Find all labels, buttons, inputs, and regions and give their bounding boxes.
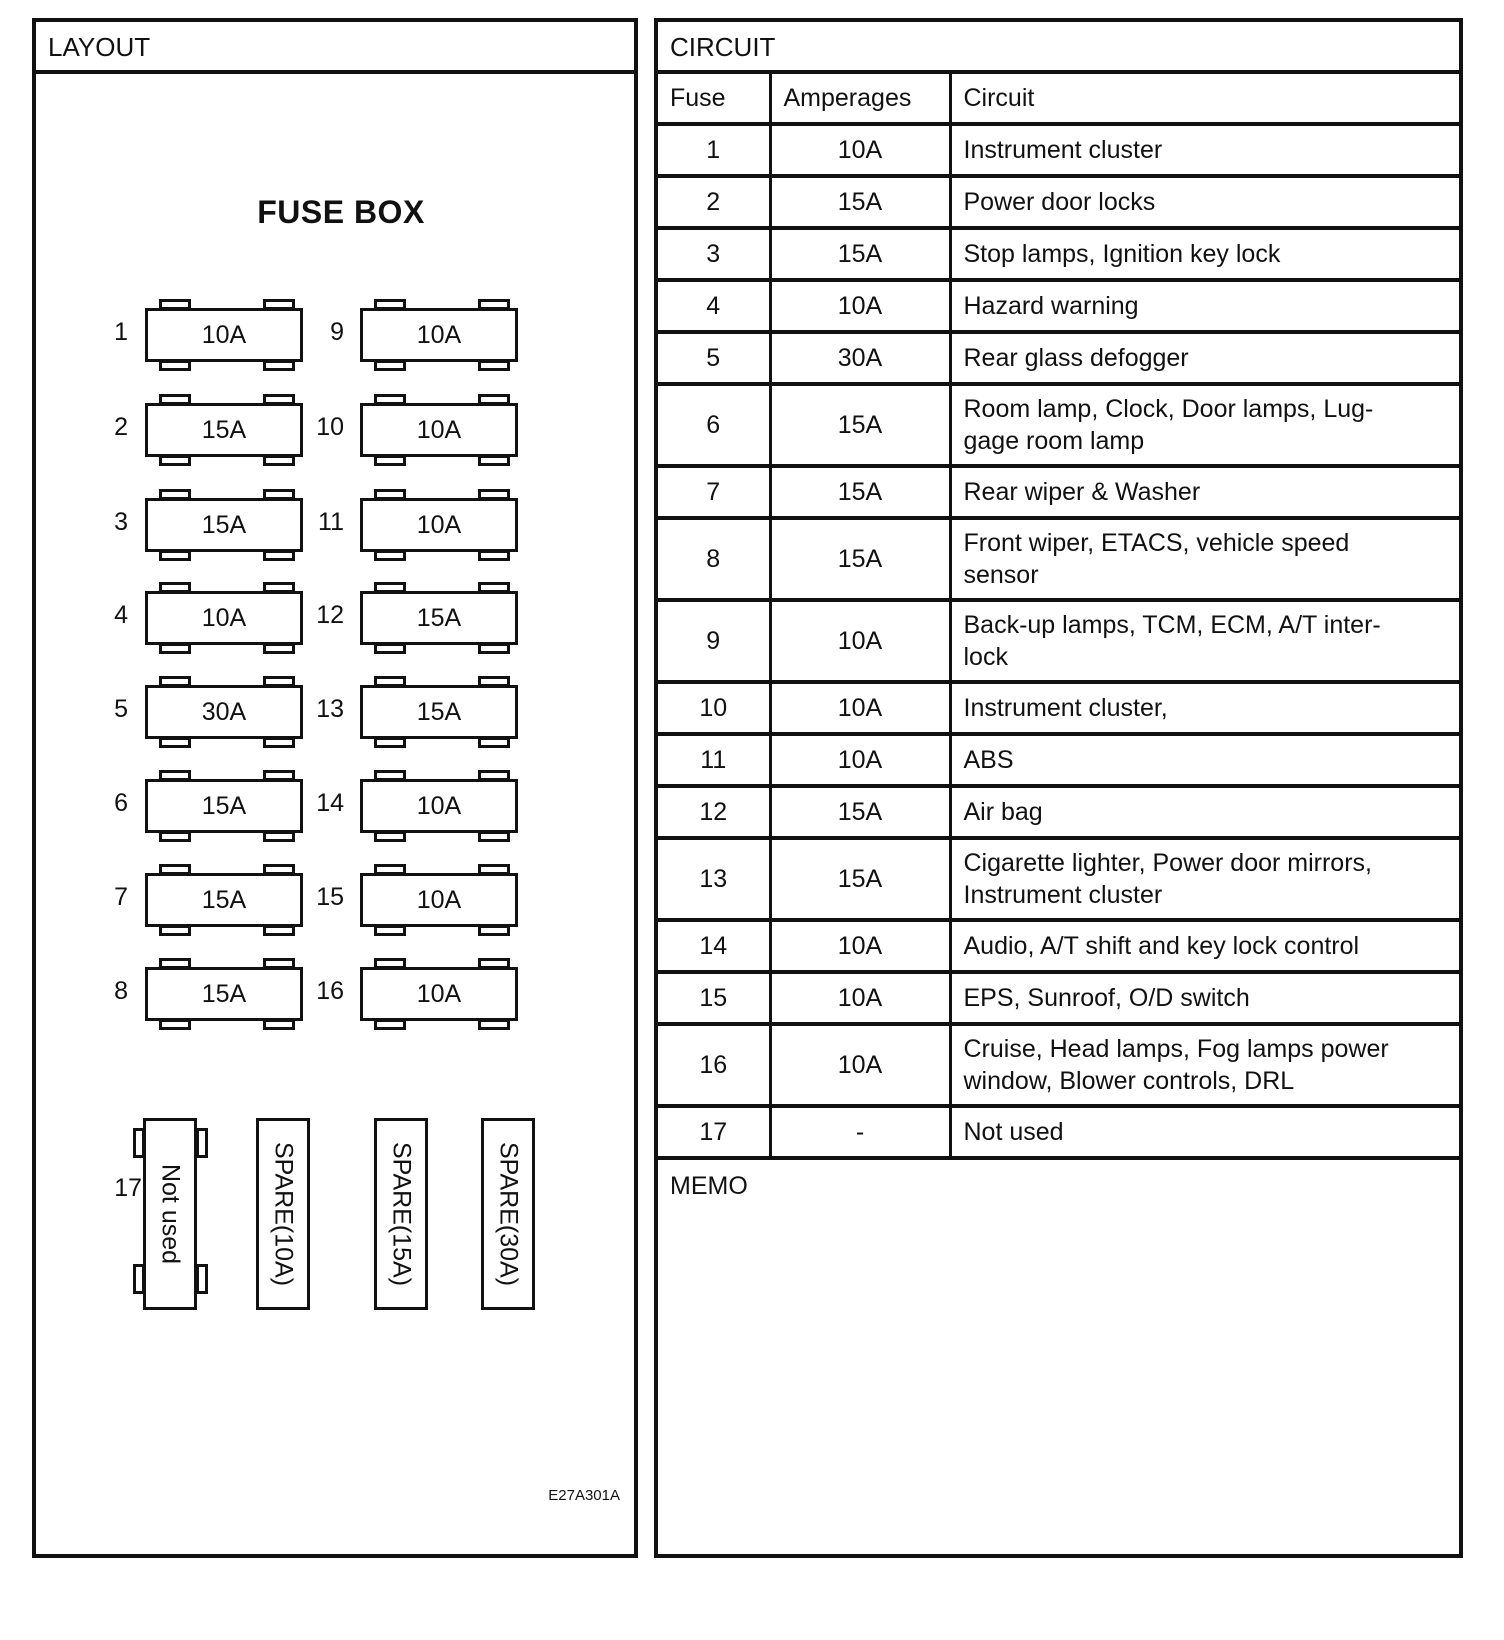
spare-fuse-label: SPARE(15A) (387, 1141, 416, 1287)
table-row (658, 920, 1459, 972)
table-row (658, 280, 1459, 332)
fuse-16 (360, 955, 518, 1033)
circuit-cell (950, 1106, 1459, 1158)
circuit-line: gage room lamp (963, 427, 1145, 455)
fuse-6 (145, 767, 303, 845)
fuse-rating: 10A (360, 498, 518, 552)
fuse-number: 3 (114, 508, 128, 536)
fuse-rating: 15A (360, 591, 518, 645)
column-header-circuit: Circuit (950, 74, 1459, 124)
fuse-17-number: 17 (114, 1174, 142, 1202)
circuit-cell (950, 332, 1459, 384)
layout-panel (32, 18, 638, 1558)
circuit-rows (658, 124, 1459, 1158)
layout-header: LAYOUT (36, 22, 634, 74)
amperage-cell: - (770, 1106, 950, 1158)
circuit-cell (950, 124, 1459, 176)
circuit-line: Rear wiper & Washer (963, 478, 1201, 506)
circuit-cell (950, 466, 1459, 518)
fuse-14 (360, 767, 518, 845)
fuse-8 (145, 955, 303, 1033)
fuse-cell: 17 (658, 1106, 770, 1158)
amperage-cell: 10A (770, 1024, 950, 1106)
memo-label: MEMO (670, 1172, 748, 1200)
fuse-11 (360, 486, 518, 564)
fuse-rating: 15A (360, 685, 518, 739)
circuit-line: Instrument cluster (963, 136, 1163, 164)
amperage-cell: 30A (770, 332, 950, 384)
amperage-cell: 15A (770, 466, 950, 518)
table-row (658, 972, 1459, 1024)
fuse-box-title: FUSE BOX (257, 194, 425, 230)
fuse-cell: 8 (658, 518, 770, 600)
fuse-cell: 13 (658, 838, 770, 920)
fuse-rating: 10A (360, 967, 518, 1021)
fuse-rating: 10A (360, 403, 518, 457)
fuse-3 (145, 486, 303, 564)
circuit-cell (950, 1024, 1459, 1106)
fuse-cell: 3 (658, 228, 770, 280)
table-row (658, 682, 1459, 734)
circuit-line: Cigarette lighter, Power door mirrors, (963, 849, 1372, 877)
spare-fuse-15a (374, 1118, 428, 1310)
table-row (658, 1024, 1459, 1106)
fuse-17-tab (196, 1128, 208, 1158)
circuit-cell (950, 176, 1459, 228)
amperage-cell: 10A (770, 972, 950, 1024)
fuse-number: 13 (316, 695, 344, 723)
fuse-number: 6 (114, 789, 128, 817)
circuit-line: Air bag (963, 798, 1043, 826)
fuse-cell: 7 (658, 466, 770, 518)
amperage-cell: 10A (770, 734, 950, 786)
fuse-4 (145, 579, 303, 657)
fuse-rating: 10A (360, 779, 518, 833)
fuse-rating: 15A (145, 967, 303, 1021)
circuit-line: Stop lamps, Ignition key lock (963, 240, 1281, 268)
circuit-cell (950, 600, 1459, 682)
spare-fuse-30a (481, 1118, 535, 1310)
table-row (658, 384, 1459, 466)
fuse-cell: 12 (658, 786, 770, 838)
fuse-cell: 9 (658, 600, 770, 682)
circuit-line: lock (963, 643, 1008, 671)
fuse-cell: 10 (658, 682, 770, 734)
circuit-line: Room lamp, Clock, Door lamps, Lug- (963, 395, 1374, 423)
fuse-cell: 2 (658, 176, 770, 228)
spare-fuse-label: SPARE(10A) (269, 1141, 298, 1287)
fuse-1 (145, 296, 303, 374)
fuse-cell: 4 (658, 280, 770, 332)
circuit-cell (950, 734, 1459, 786)
fuse-5 (145, 673, 303, 751)
figure-code: E27A301A (548, 1487, 620, 1504)
amperage-cell: 15A (770, 176, 950, 228)
circuit-cell (950, 228, 1459, 280)
fuse-rating: 10A (145, 308, 303, 362)
circuit-line: Hazard warning (963, 292, 1139, 320)
circuit-line: Front wiper, ETACS, vehicle speed (963, 529, 1350, 557)
amperage-cell: 10A (770, 600, 950, 682)
fuse-rating: 10A (145, 591, 303, 645)
fuse-number: 8 (114, 977, 128, 1005)
fuse-number: 11 (318, 508, 344, 536)
fuse-number: 10 (316, 413, 344, 441)
fuse-rating: 30A (145, 685, 303, 739)
circuit-line: Power door locks (963, 188, 1156, 216)
fuse-17 (143, 1118, 197, 1310)
circuit-line: Instrument cluster, (963, 694, 1168, 722)
circuit-line: sensor (963, 561, 1039, 589)
fuse-12 (360, 579, 518, 657)
fuse-cell: 11 (658, 734, 770, 786)
fuse-rating: 15A (145, 403, 303, 457)
amperage-cell: 10A (770, 920, 950, 972)
circuit-cell (950, 920, 1459, 972)
table-row (658, 734, 1459, 786)
circuit-line: Back-up lamps, TCM, ECM, A/T inter- (963, 611, 1381, 639)
fuse-rating: 15A (145, 873, 303, 927)
fuse-9 (360, 296, 518, 374)
circuit-cell (950, 838, 1459, 920)
table-row (658, 518, 1459, 600)
fuse-number: 14 (316, 789, 344, 817)
fuse-rating: 10A (360, 873, 518, 927)
circuit-line: window, Blower controls, DRL (963, 1067, 1295, 1095)
spare-fuse-label: SPARE(30A) (494, 1141, 523, 1287)
fuse-cell: 15 (658, 972, 770, 1024)
circuit-cell (950, 972, 1459, 1024)
circuit-line: EPS, Sunroof, O/D switch (963, 984, 1250, 1012)
circuit-cell (950, 786, 1459, 838)
fuse-number: 1 (114, 318, 128, 346)
fuse-17-tab (196, 1264, 208, 1294)
fuse-number: 12 (316, 601, 344, 629)
fuse-rating: 15A (145, 498, 303, 552)
table-row (658, 228, 1459, 280)
amperage-cell: 15A (770, 786, 950, 838)
fuse-7 (145, 861, 303, 939)
circuit-line: ABS (963, 746, 1014, 774)
amperage-cell: 15A (770, 518, 950, 600)
fuse-number: 4 (114, 601, 128, 629)
fuse-cell: 14 (658, 920, 770, 972)
column-header-amperages: Amperages (770, 74, 950, 124)
table-row (658, 332, 1459, 384)
amperage-cell: 10A (770, 124, 950, 176)
fuse-15 (360, 861, 518, 939)
circuit-line: Audio, A/T shift and key lock control (963, 932, 1360, 960)
circuit-header: CIRCUIT (658, 22, 1459, 74)
spare-fuse-10a (256, 1118, 310, 1310)
fuse-number: 7 (114, 883, 128, 911)
amperage-cell: 15A (770, 838, 950, 920)
fuse-17-label: Not used (156, 1163, 185, 1265)
fuse-10 (360, 391, 518, 469)
fuse-number: 2 (114, 413, 128, 441)
fuse-box-diagram (36, 74, 634, 1554)
circuit-cell (950, 384, 1459, 466)
fuse-number: 15 (316, 883, 344, 911)
table-row (658, 1106, 1459, 1158)
fuse-2 (145, 391, 303, 469)
fuse-cell: 16 (658, 1024, 770, 1106)
fuse-rating: 10A (360, 308, 518, 362)
table-row (658, 786, 1459, 838)
circuit-line: Rear glass defogger (963, 344, 1189, 372)
fuse-number: 9 (330, 318, 344, 346)
column-header-fuse: Fuse (658, 74, 770, 124)
fuse-number: 5 (114, 695, 128, 723)
circuit-line: Instrument cluster (963, 881, 1163, 909)
circuit-table (658, 74, 1459, 1160)
amperage-cell: 15A (770, 384, 950, 466)
table-row (658, 600, 1459, 682)
circuit-cell (950, 280, 1459, 332)
amperage-cell: 15A (770, 228, 950, 280)
fuse-13 (360, 673, 518, 751)
amperage-cell: 10A (770, 682, 950, 734)
amperage-cell: 10A (770, 280, 950, 332)
table-row (658, 838, 1459, 920)
fuse-cell: 5 (658, 332, 770, 384)
table-row (658, 124, 1459, 176)
fuse-cell: 1 (658, 124, 770, 176)
fuse-cell: 6 (658, 384, 770, 466)
table-row (658, 466, 1459, 518)
circuit-panel (654, 18, 1463, 1558)
circuit-line: Cruise, Head lamps, Fog lamps power (963, 1035, 1389, 1063)
circuit-cell (950, 682, 1459, 734)
table-row (658, 176, 1459, 228)
fuse-rating: 15A (145, 779, 303, 833)
fuse-number: 16 (316, 977, 344, 1005)
circuit-line: Not used (963, 1118, 1064, 1146)
circuit-cell (950, 518, 1459, 600)
